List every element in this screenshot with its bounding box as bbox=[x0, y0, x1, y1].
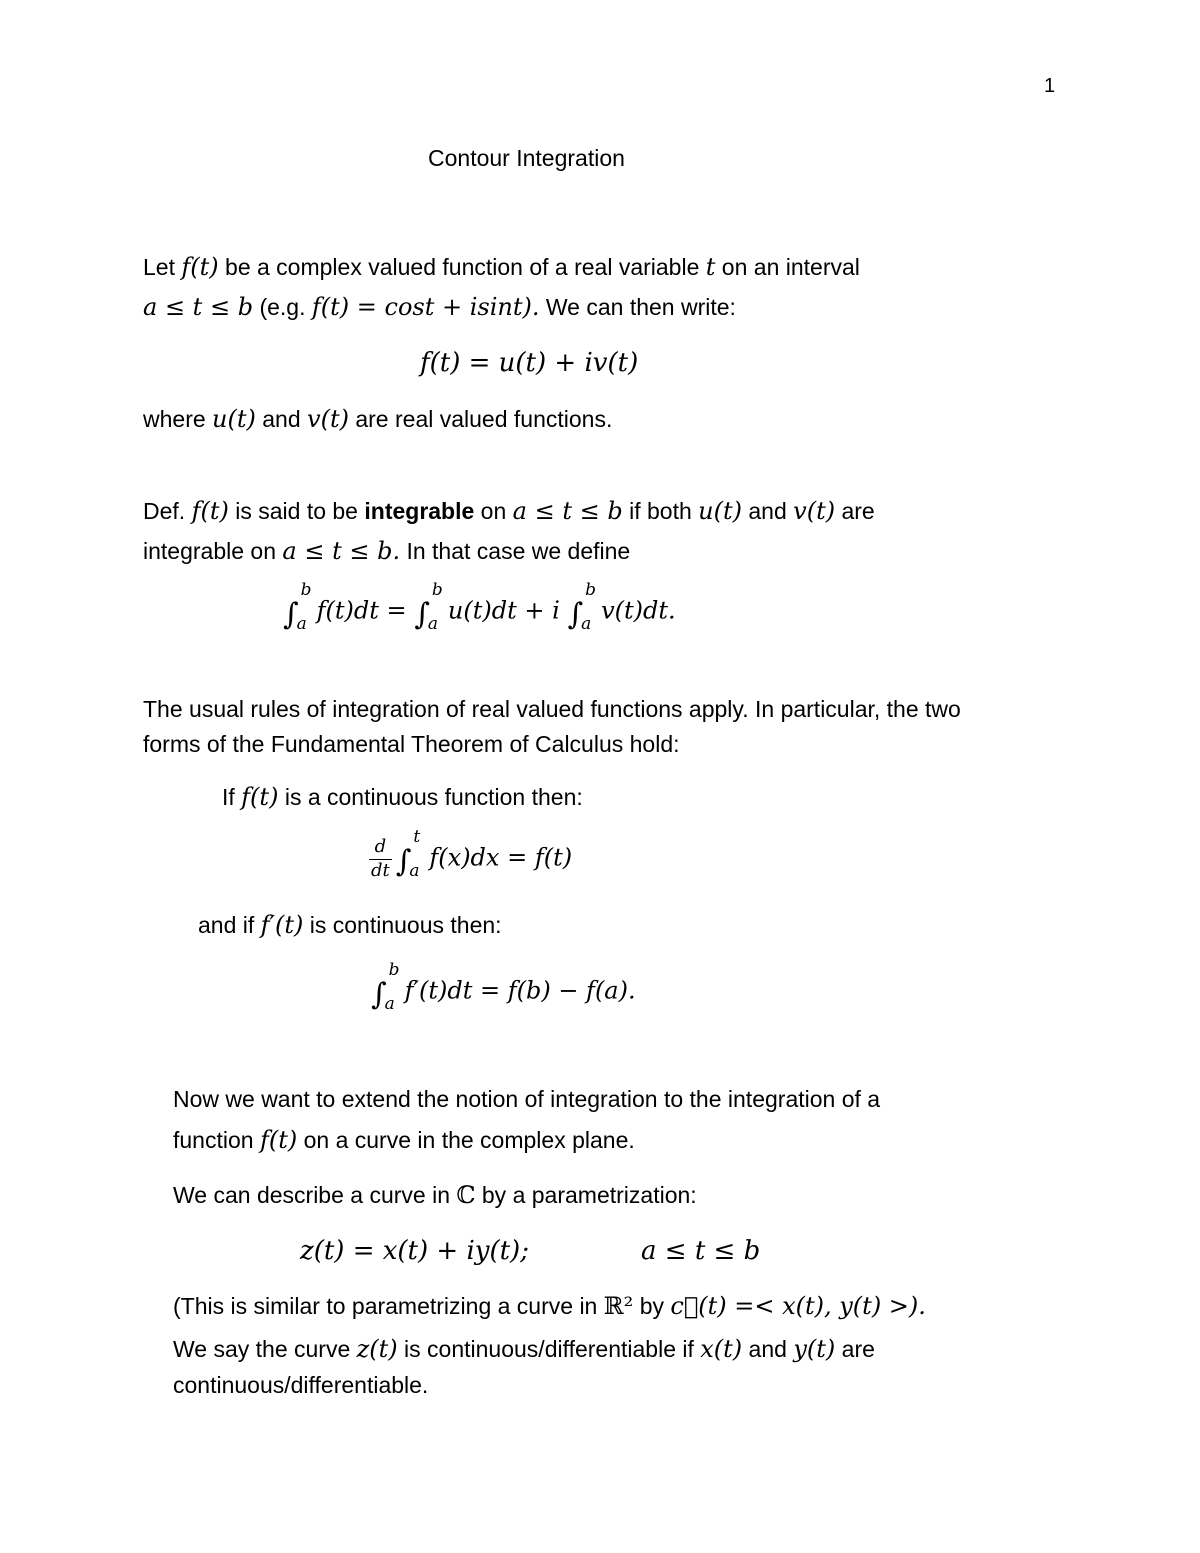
math: v(t)dt. bbox=[601, 596, 676, 625]
lower-limit: a bbox=[409, 861, 420, 881]
math: u(t)dt + i bbox=[447, 596, 568, 625]
text: by bbox=[633, 1293, 671, 1319]
text: and if bbox=[198, 912, 261, 938]
text: is continuous/differentiable if bbox=[397, 1336, 701, 1362]
math: x(t) bbox=[700, 1335, 743, 1363]
lower-limit: a bbox=[384, 994, 395, 1014]
math: ℂ bbox=[456, 1181, 476, 1209]
upper-limit: b bbox=[585, 580, 596, 600]
rules-line-2: forms of the Fundamental Theorem of Calculus hold: bbox=[143, 731, 680, 757]
text: are bbox=[835, 498, 875, 524]
integral-sign: ∫ bbox=[395, 843, 412, 879]
math: z(t) bbox=[356, 1335, 398, 1363]
equation-f-decomposition: f(t) = u(t) + iv(t) bbox=[420, 348, 639, 378]
text: is said to be bbox=[228, 498, 365, 524]
bold-term: integrable bbox=[364, 498, 475, 524]
math: f(t) = cost + isint). bbox=[311, 293, 540, 321]
integral-sign: ∫ bbox=[567, 596, 584, 632]
curve-line-5 bbox=[173, 1337, 875, 1361]
intro-line-2 bbox=[143, 295, 736, 319]
text: and bbox=[742, 498, 794, 524]
text: We say the curve bbox=[173, 1336, 357, 1362]
text: Def. bbox=[143, 498, 192, 524]
integral-limits bbox=[296, 580, 313, 634]
text: on bbox=[474, 498, 513, 524]
numerator: d bbox=[369, 836, 392, 860]
text: are real valued functions. bbox=[348, 406, 613, 432]
integral-sign: ∫ bbox=[283, 596, 299, 632]
math: f(t)dt = bbox=[316, 596, 415, 625]
equation-parametrization: z(t) = x(t) + iy(t); bbox=[300, 1236, 529, 1266]
curve-line-6: continuous/differentiable. bbox=[173, 1372, 429, 1398]
ftc1-condition bbox=[222, 785, 583, 809]
upper-limit: b bbox=[431, 580, 443, 600]
integral-limits bbox=[581, 580, 597, 634]
definition-line-2 bbox=[143, 539, 630, 563]
equation-ftc1 bbox=[369, 827, 573, 882]
math: v(t) bbox=[793, 497, 836, 525]
text: be a complex valued function of a real variable bbox=[218, 254, 706, 280]
text: If bbox=[222, 784, 242, 810]
lower-limit: a bbox=[427, 614, 439, 634]
math: u(t) bbox=[698, 497, 742, 525]
page-title: Contour Integration bbox=[428, 145, 625, 171]
math: f(t) bbox=[241, 783, 279, 811]
intro-line-1 bbox=[143, 255, 860, 279]
curve-line-2 bbox=[173, 1128, 635, 1152]
math: t bbox=[705, 253, 716, 281]
denominator: dt bbox=[371, 859, 390, 881]
text: is a continuous function then: bbox=[278, 784, 583, 810]
curve-line-3 bbox=[173, 1183, 697, 1207]
math: u(t) bbox=[212, 405, 256, 433]
text: is continuous then: bbox=[303, 912, 502, 938]
equation-ftc2 bbox=[371, 960, 636, 1014]
text: (This is similar to parametrizing a curve in bbox=[173, 1293, 604, 1319]
text: function bbox=[173, 1127, 260, 1153]
ftc2-condition bbox=[198, 913, 502, 937]
text: and bbox=[255, 406, 308, 432]
integral-limits bbox=[409, 827, 425, 881]
integral-sign: ∫ bbox=[371, 976, 387, 1012]
intro-line-3 bbox=[143, 407, 612, 431]
text: on a curve in the complex plane. bbox=[297, 1127, 635, 1153]
equation-parameter-range: a ≤ t ≤ b bbox=[641, 1236, 761, 1266]
curve-line-1: Now we want to extend the notion of integration to the integration of a bbox=[173, 1086, 881, 1112]
math: f′(t)dt = f(b) − f(a). bbox=[404, 976, 636, 1005]
integral-limits bbox=[384, 960, 401, 1014]
math: f(t) bbox=[181, 253, 219, 281]
text: and bbox=[742, 1336, 794, 1362]
text: We can describe a curve in bbox=[173, 1182, 457, 1208]
upper-limit: t bbox=[413, 827, 421, 847]
lower-limit: a bbox=[581, 614, 592, 634]
math: ℝ² bbox=[603, 1292, 634, 1320]
text: where bbox=[143, 406, 213, 432]
upper-limit: b bbox=[300, 580, 312, 600]
integral-sign: ∫ bbox=[414, 596, 430, 632]
text: integrable on bbox=[143, 538, 283, 564]
math: f(t) bbox=[191, 497, 229, 525]
definition-line-1 bbox=[143, 499, 875, 523]
text: Let bbox=[143, 254, 182, 280]
lower-limit: a bbox=[296, 614, 307, 634]
math: f′(t) bbox=[260, 911, 304, 939]
text: are bbox=[835, 1336, 875, 1362]
text: if both bbox=[622, 498, 699, 524]
math: f(x)dx = f(t) bbox=[429, 843, 573, 872]
math: a ≤ t ≤ b bbox=[512, 497, 623, 525]
text: In that case we define bbox=[400, 538, 631, 564]
text: on an interval bbox=[715, 254, 860, 280]
rules-line-1: The usual rules of integration of real valued functions apply. In particular, the two bbox=[143, 696, 961, 722]
math: c⃗(t) =< x(t), y(t) >). bbox=[670, 1292, 926, 1320]
integral-limits bbox=[427, 580, 444, 634]
upper-limit: b bbox=[388, 960, 400, 980]
math: a ≤ t ≤ b bbox=[143, 293, 254, 321]
math: v(t) bbox=[307, 405, 349, 433]
page-number: 1 bbox=[1044, 75, 1056, 97]
derivative-fraction bbox=[369, 836, 392, 882]
text: (e.g. bbox=[253, 294, 312, 320]
math: y(t) bbox=[793, 1335, 836, 1363]
equation-integral-definition bbox=[283, 580, 676, 634]
math: f(t) bbox=[259, 1126, 298, 1154]
math: a ≤ t ≤ b. bbox=[282, 537, 401, 565]
curve-line-4 bbox=[173, 1294, 926, 1318]
text: by a parametrization: bbox=[475, 1182, 697, 1208]
text: We can then write: bbox=[539, 294, 736, 320]
